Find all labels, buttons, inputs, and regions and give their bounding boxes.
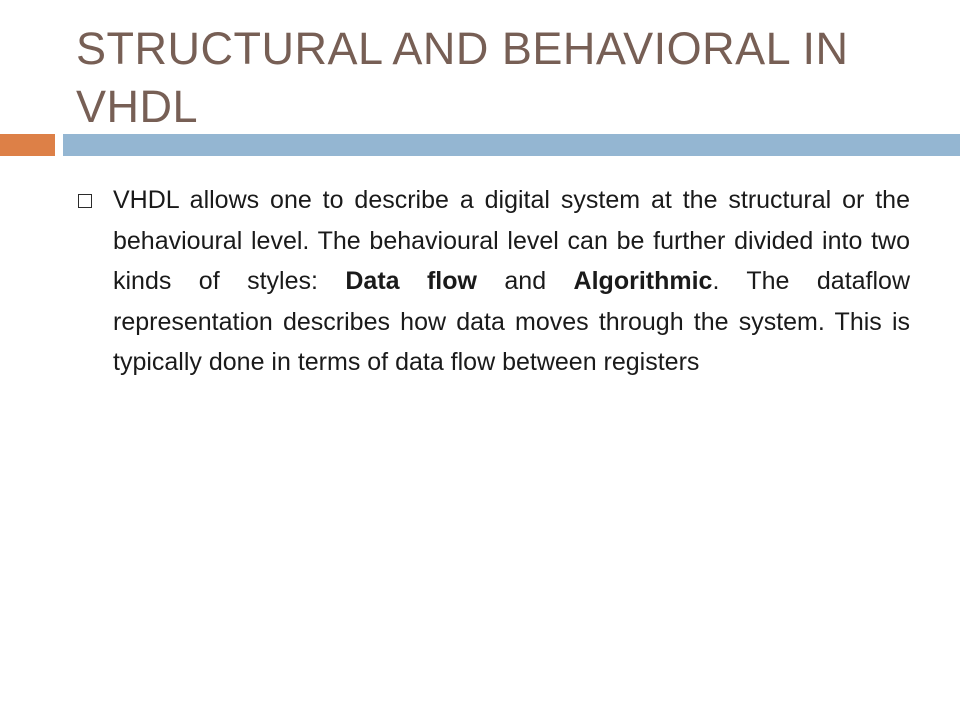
hollow-square-bullet-icon [78, 194, 92, 208]
accent-bar-orange [0, 134, 55, 156]
bullet-paragraph [113, 180, 910, 383]
accent-bar-blue [63, 134, 960, 156]
paragraph-text-part1: VHDL allows one to describe a digital system at the structural or the behavioural level. The behavioural level can be further divided into two kinds of styles: [113, 186, 910, 295]
term-data-flow: Data flow [345, 267, 477, 295]
paragraph-text-part3: . The dataflow representation describes how data moves through the system. This is typically done in terms of data flow between registers [113, 267, 910, 376]
term-algorithmic: Algorithmic [573, 267, 713, 295]
slide-title: STRUCTURAL AND BEHAVIORAL IN VHDL [76, 23, 849, 132]
paragraph-text-part2: and [476, 267, 574, 295]
